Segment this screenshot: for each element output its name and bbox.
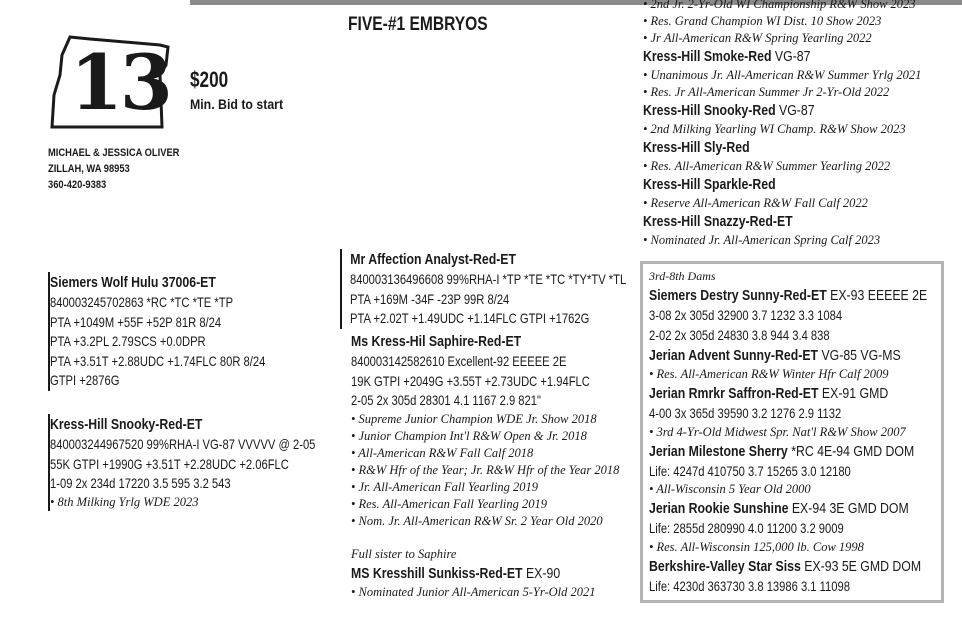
relative-honor: • Res. All-American R&W Summer Yearling 2022: [643, 159, 891, 173]
relative-honor: • Res. Jr All-American Summer Jr 2-Yr-Old 2022: [643, 85, 890, 99]
dam-entry-class: EX-91 GMD: [818, 385, 889, 402]
relative-name-line: [643, 212, 871, 232]
dams-heading: 3rd-8th Dams: [649, 269, 716, 283]
sister-name-line: [351, 563, 560, 584]
page-title: FIVE-#1 EMBRYOS: [348, 14, 488, 35]
dam-entry-record: Life: 4247d 410750 3.7 15265 3.0 12180: [649, 462, 851, 479]
sire-block: [48, 272, 319, 391]
relative-name: Kress-Hill Sparkle-Red: [643, 176, 776, 193]
dam-block: [48, 414, 382, 511]
dam-entry-honor: • All-Wisconsin 5 Year Old 2000: [649, 482, 811, 496]
relative-honor: • Nominated Jr. All-American Spring Calf 2023: [643, 233, 881, 247]
dams-box: [640, 261, 944, 603]
top-honor: • 2nd Jr. 2-Yr-Old WI Championship R&W Show 2023: [643, 0, 916, 11]
dam-entry-record: Life: 2855d 280990 4.0 11200 3.2 9009: [649, 520, 844, 536]
center-dam-honor: • All-American R&W Fall Calf 2018: [351, 445, 534, 460]
price: $200: [190, 67, 229, 92]
relative-name-line: [643, 101, 871, 121]
relative-name: Kress-Hill Sly-Red: [643, 139, 750, 156]
lot-number: 13: [70, 38, 170, 127]
dam-entry-name-line: [649, 441, 927, 462]
dam-line: 840003244967520 99%RHA-I VG-87 VVVVV @ 2-05: [50, 436, 316, 452]
consignor-info: [48, 145, 179, 193]
center-sire-line: PTA +2.02T +1.49UDC +1.14FLC GTPI +1762G: [350, 310, 590, 326]
center-dam-line: 2-05 2x 305d 28301 4.1 1167 2.9 821": [351, 392, 541, 408]
dam-entry-record: 2-02 2x 305d 24830 3.8 944 3.4 838: [649, 326, 830, 343]
center-sire-name: Mr Affection Analyst-Red-ET: [350, 251, 517, 268]
relative-honor: • Reserve All-American R&W Fall Calf 2022: [643, 196, 868, 210]
dam-entry-class: VG-85 VG-MS: [818, 347, 901, 364]
sire-line: PTA +1049M +55F +52P 81R 8/24: [50, 313, 222, 330]
center-sire-line: 840003136496608 99%RHA-I *TP *TE *TC *TY*TV *TL: [350, 271, 627, 287]
min-bid-note: Min. Bid to start: [190, 96, 284, 112]
consignor-name: MICHAEL & JESSICA OLIVER: [48, 147, 180, 159]
dam-line: 55K GTPI +1990G +3.51T +2.28UDC +2.06FLC: [50, 455, 289, 472]
dam-entry-honor: • Res. All-Wisconsin 125,000 lb. Cow 1998: [649, 539, 864, 554]
dam-entry-name-line: [649, 345, 927, 366]
center-dam-name: Ms Kress-Hil Saphire-Red-ET: [351, 333, 522, 350]
dam-entry-class: EX-93 5E GMD DOM: [800, 557, 922, 575]
relative-honor: • Unanimous Jr. All-American R&W Summer Yrlg 2021: [643, 68, 922, 82]
sire-line: PTA +3.2PL 2.79SCS +0.0DPR: [50, 333, 206, 349]
right-column: [643, 0, 921, 249]
dam-entry-class: *RC 4E-94 GMD DOM: [787, 442, 915, 460]
dam-entry-name: Berkshire-Valley Star Siss: [649, 557, 801, 575]
dam-entry-record: Life: 4230d 363730 3.8 13986 3.1 11098: [649, 577, 850, 594]
center-dam-honor: • Nom. Jr. All-American R&W Sr. 2 Year Old 2020: [351, 513, 603, 528]
dam-entry-honor: • Res. All-American R&W Winter Hfr Calf 2009: [649, 367, 889, 381]
center-sire-line: PTA +169M -34F -23P 99R 8/24: [350, 290, 510, 307]
sire-line: PTA +3.51T +2.88UDC +1.74FLC 80R 8/24: [50, 352, 266, 369]
sister-name: MS Kresshill Sunkiss-Red-ET: [351, 565, 523, 582]
relative-name: Kress-Hill Snooky-Red: [643, 102, 776, 119]
consignor-phone: 360-420-9383: [48, 179, 107, 191]
top-honor: • Res. Grand Champion WI Dist. 10 Show 2023: [643, 14, 882, 28]
sister-class: EX-90: [522, 565, 561, 582]
dams-list: [649, 268, 962, 596]
consignor-city: ZILLAH, WA 98953: [48, 163, 130, 175]
dam-entry-name-line: [649, 498, 927, 519]
relative-name-line: [643, 138, 871, 158]
dam-entry-class: EX-94 3E GMD DOM: [788, 500, 909, 517]
dam-entry-name-line: [649, 556, 927, 577]
relative-name-line: [643, 175, 871, 195]
relative-name: Kress-Hill Smoke-Red: [643, 48, 772, 65]
center-dam-line: 840003142582610 Excellent-92 EEEEE 2E: [351, 353, 567, 369]
relative-name: Kress-Hill Snazzy-Red-ET: [643, 213, 793, 230]
relative-name-line: [643, 47, 871, 67]
center-dam-honor: • Supreme Junior Champion WDE Jr. Show 2018: [351, 411, 597, 426]
dam-line: 1-09 2x 234d 17220 3.5 595 3.2 543: [50, 475, 231, 491]
dam-entry-name: Siemers Destry Sunny-Red-ET: [649, 287, 827, 304]
center-dam-honor: • Junior Champion Int'l R&W Open & Jr. 2018: [351, 428, 587, 443]
dam-entry-name: Jerian Rmrkr Saffron-Red-ET: [649, 385, 819, 402]
center-dam-honor: • R&W Hfr of the Year; Jr. R&W Hfr of the Year 2018: [351, 462, 620, 477]
sire-line: 840003245702863 *RC *TC *TE *TP: [50, 294, 234, 310]
dam-honor: • 8th Milking Yrlg WDE 2023: [50, 494, 199, 509]
dam-name: Kress-Hill Snooky-Red-ET: [50, 416, 203, 433]
dam-entry-record: 4-00 3x 365d 39590 3.2 1276 2.9 1132: [649, 405, 842, 421]
sister-honor: • Nominated Junior All-American 5-Yr-Old 2021: [351, 585, 596, 599]
relative-honor: • 2nd Milking Yearling WI Champ. R&W Show 2023: [643, 122, 906, 136]
top-honor: • Jr All-American R&W Spring Yearling 2022: [643, 31, 872, 45]
dam-entry-name-line: [649, 285, 927, 306]
center-dam-honor: • Jr. All-American Fall Yearling 2019: [351, 479, 539, 494]
dam-entry-name: Jerian Advent Sunny-Red-ET: [649, 347, 819, 364]
relative-class: VG-87: [775, 102, 815, 119]
sire-line: GTPI +2876G: [50, 372, 120, 388]
dam-entry-honor: • 3rd 4-Yr-Old Midwest Spr. Nat'l R&W Show 2007: [649, 424, 906, 439]
sire-name: Siemers Wolf Hulu 37006-ET: [50, 274, 216, 291]
dam-entry-name: Jerian Rookie Sunshine: [649, 500, 789, 517]
center-dam-honor: • Res. All-American Fall Yearling 2019: [351, 496, 548, 511]
center-dam-line: 19K GTPI +2049G +3.55T +2.73UDC +1.94FLC: [351, 372, 590, 389]
sister-block: [351, 546, 606, 601]
dam-entry-name-line: [649, 383, 927, 404]
dam-entry-record: 3-08 2x 305d 32900 3.7 1232 3.3 1084: [649, 307, 843, 323]
sister-note: Full sister to Saphire: [351, 547, 457, 561]
relative-class: VG-87: [771, 48, 811, 65]
dam-entry-name: Jerian Milestone Sherry: [649, 442, 788, 460]
center-dam-block: [351, 331, 650, 530]
dam-entry-class: EX-93 EEEEE 2E: [826, 287, 928, 304]
